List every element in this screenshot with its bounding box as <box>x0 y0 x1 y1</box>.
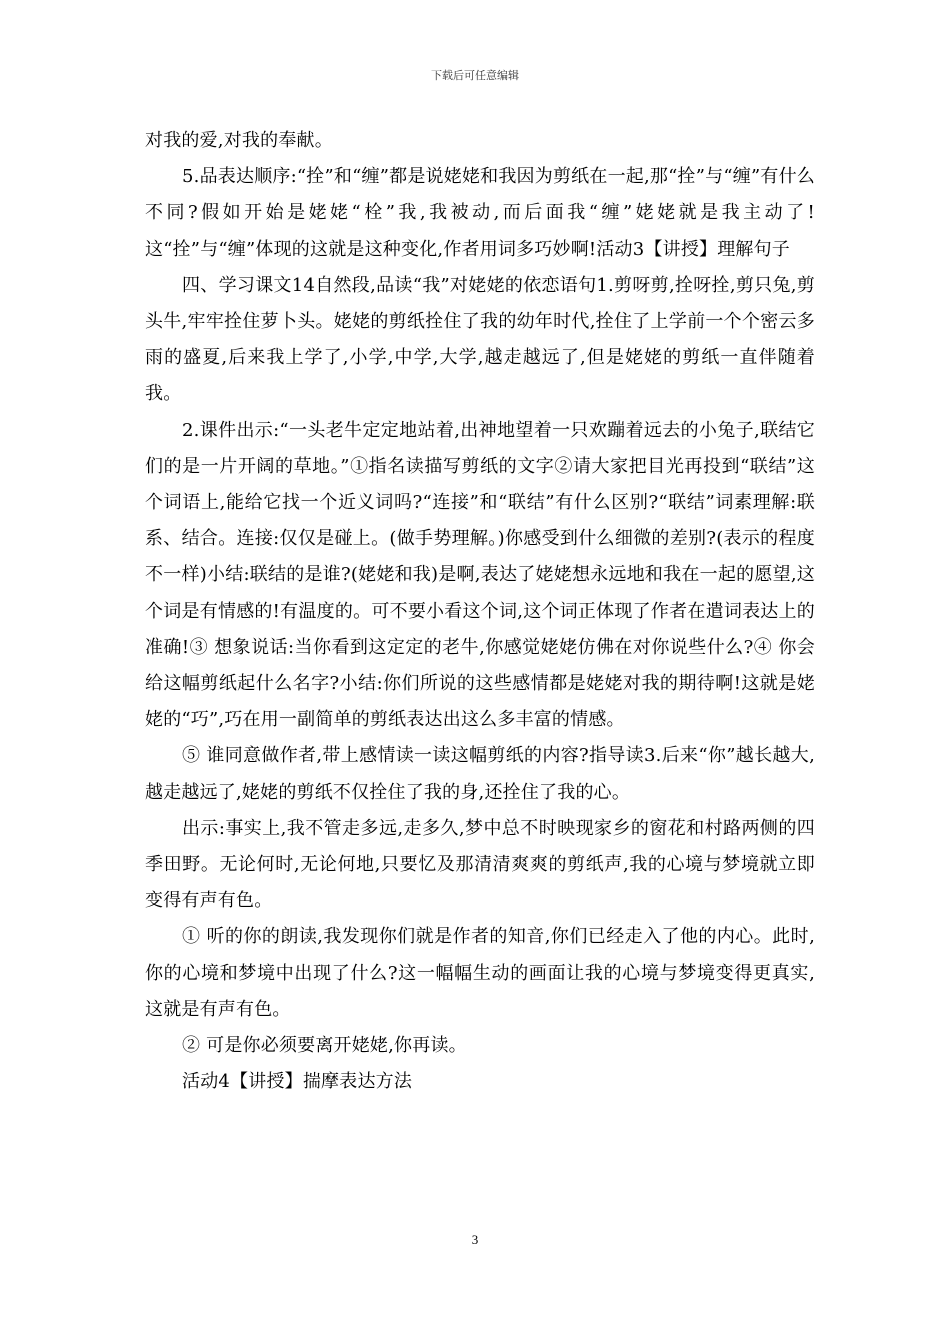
paragraph: 5.品表达顺序:“拴”和“缠”都是说姥姥和我因为剪纸在一起,那“拴”与“缠”有什么不同?假如开始是姥姥“栓”我,我被动,而后面我“缠”姥姥就是我主动了!这“拴”与“缠”体现的这就是这种变化,作者用词多巧妙啊!活动3【讲授】理解句子 <box>145 166 815 260</box>
paragraph: ⑤ 谁同意做作者,带上感情读一读这幅剪纸的内容?指导读3.后来“你”越长越大,越走越远了,姥姥的剪纸不仅拴住了我的身,还拴住了我的心。 <box>145 745 815 803</box>
paragraph: 2.课件出示:“一头老牛定定地站着,出神地望着一只欢蹦着远去的小兔子,联结它们的是一片开阔的草地。”①指名读描写剪纸的文字②请大家把目光再投到“联结”这个词语上,能给它找一个近义词吗?“连接”和“联结”有什么区别?“联结”词素理解:联系、结合。连接:仅仅是碰上。(做手势理解。)你感受到什么细微的差别?(表示的程度不一样)小结:联结的是谁?(姥姥和我)是啊,表达了姥姥想永远地和我在一起的愿望,这个词是有情感的!有温度的。可不要小看这个词,这个词正体现了作者在遣词表达上的准确!③ 想象说话:当你看到这定定的老牛,你感觉姥姥仿佛在对你说些什么?④ 你会给这幅剪纸起什么名字?小结:你们所说的这些感情都是姥姥对我的期待啊!这就是姥姥的“巧”,巧在用一副简单的剪纸表达出这么多丰富的情感。 <box>145 419 815 731</box>
page-number: 3 <box>471 1232 479 1247</box>
paragraph: ② 可是你必须要离开姥姥,你再读。 <box>182 1035 467 1057</box>
paragraph: 对我的爱,对我的奉献。 <box>145 130 333 151</box>
body-text <box>145 123 815 1100</box>
paragraph: 四、学习课文14自然段,品读“我”对姥姥的依恋语句1.剪呀剪,拴呀拴,剪只兔,剪头牛,牢牢拴住萝卜头。姥姥的剪纸拴住了我的幼年时代,拴住了上学前一个个密云多雨的盛夏,后来我上学了,小学,中学,大学,越走越远了,但是姥姥的剪纸一直伴随着我。 <box>145 274 815 405</box>
paragraph: 出示:事实上,我不管走多远,走多久,梦中总不时映现家乡的窗花和村路两侧的四季田野。无论何时,无论何地,只要忆及那清清爽爽的剪纸声,我的心境与梦境就立即变得有声有色。 <box>145 817 815 912</box>
paragraph: ① 听的你的朗读,我发现你们就是作者的知音,你们已经走入了他的内心。此时,你的心境和梦境中出现了什么?这一幅幅生动的画面让我的心境与梦境变得更真实,这就是有声有色。 <box>145 926 815 1020</box>
paragraph: 活动4【讲授】揣摩表达方法 <box>182 1071 413 1093</box>
page-header: 下载后可任意编辑 <box>431 69 519 82</box>
